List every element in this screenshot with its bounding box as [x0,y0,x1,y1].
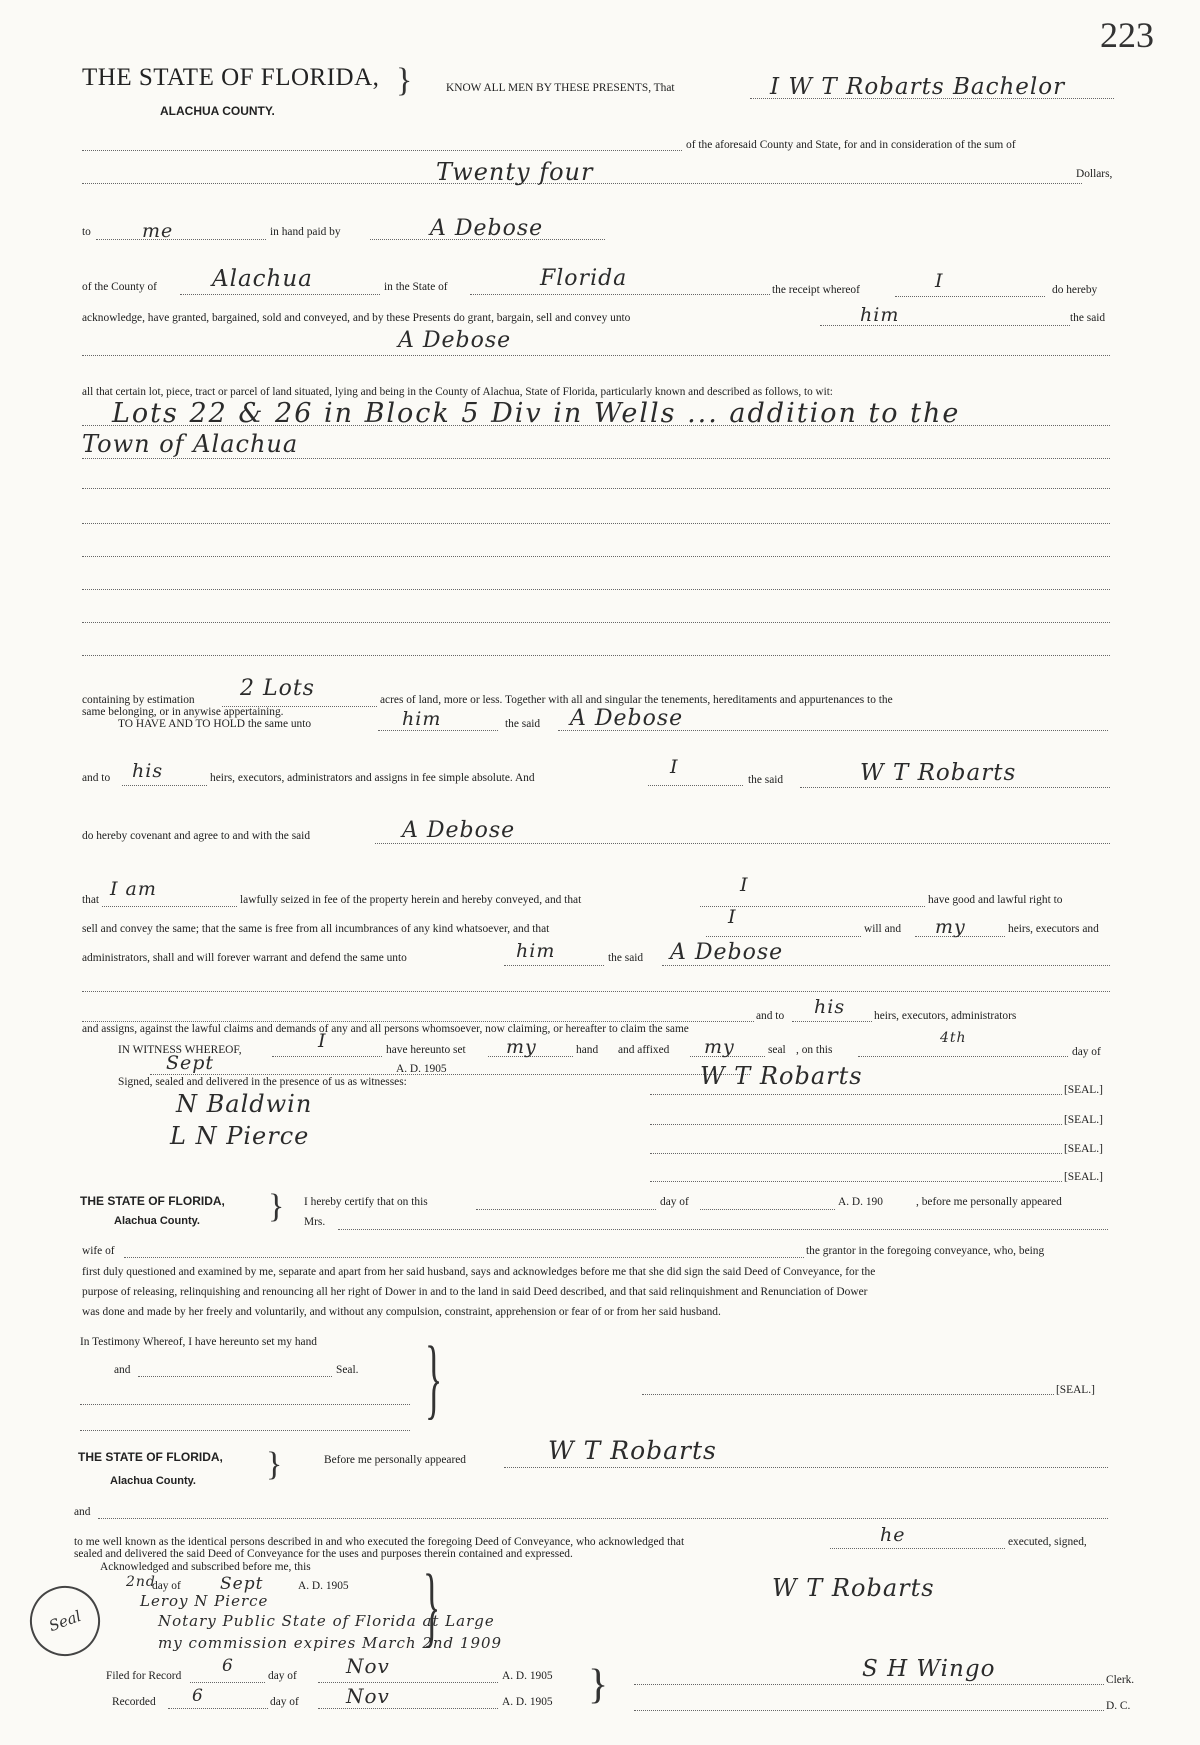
seal-tag-3: [SEAL.] [1064,1143,1103,1155]
grantor-handwritten: I W T Robarts Bachelor [770,74,1066,100]
rule [272,1056,382,1057]
ack-day-handwritten: 2nd [126,1574,156,1590]
recorded-day-of-label: day of [270,1696,299,1708]
assigns-text: and assigns, against the lawful claims and demands of any and all persons whomsoever, now claiming, or hereafter to claim the same [82,1023,689,1035]
rule [820,325,1070,326]
warrant-the-said-label: the said [608,952,644,964]
rule [792,1021,872,1022]
county-heading: ALACHUA COUNTY. [160,104,275,118]
grantor-signature: W T Robarts [700,1062,863,1090]
rule [504,1467,1108,1468]
rule [375,843,1110,844]
notary-commission-handwritten: my commission expires March 2nd 1909 [158,1634,503,1652]
testimony-seal-label: Seal. [336,1364,359,1376]
notary-name-handwritten: Leroy N Pierce [140,1592,269,1610]
rule [470,294,770,295]
rule [82,355,1110,356]
dower-paragraph-3: was done and made by her freely and voluntarily, and without any compulsion, constraint, apprehension or fear of or from her said husband. [82,1306,721,1318]
paid-by-label: in hand paid by [270,226,341,238]
rule [80,1404,410,1405]
dower-day-of-label: day of [660,1196,689,1208]
signed-sealed-text: Signed, sealed and delivered in the presence of us as witnesses: [118,1076,407,1088]
sell-text: sell and convey the same; that the same is free from all incumbrances of any kind whatsoever, and that [82,923,550,935]
will-and-label: will and [864,923,902,935]
state-heading: THE STATE OF FLORIDA, [82,64,380,91]
hereunto-set-label: have hereunto set [386,1044,466,1056]
witness-my2-handwritten: my [704,1036,735,1058]
dower-paragraph-2: purpose of releasing, relinquishing and renouncing all her right of Dower in and to the land in said Deed described, and that said relinquishment and Renunciation of Dower [82,1286,868,1298]
and-to-handwritten: his [132,760,164,782]
rule [706,936,861,937]
ack-month-handwritten: Sept [220,1574,264,1594]
brace: } [422,1557,441,1656]
rule [700,1209,835,1210]
dollars-label: Dollars, [1076,168,1113,180]
rule [138,1376,332,1377]
ack-appeared-handwritten: W T Robarts [548,1436,717,1465]
land-intro-text: all that certain lot, piece, tract or parcel of land situated, lying and being in the County of Alachua, State of Florida, particularly known and described as follows, to wit: [82,386,833,398]
seal-tag-4: [SEAL.] [1064,1171,1103,1183]
rule [318,1708,498,1709]
rule [82,991,1110,992]
brace: } [588,1662,609,1708]
rule [82,458,1110,459]
ack-state-heading: THE STATE OF FLORIDA, [78,1450,223,1464]
mrs-label: Mrs. [304,1216,326,1228]
witness2-handwritten: L N Pierce [170,1122,310,1150]
warrant-unto-handwritten: him [516,940,556,962]
rule [82,488,1110,489]
estimate-handwritten: 2 Lots [240,676,315,701]
witness-day-handwritten: 4th [940,1030,967,1046]
have-name-handwritten: A Debose [570,706,684,731]
sealed-text: sealed and delivered the said Deed of Conveyance for the uses and purposes therein contained and expressed. [74,1548,573,1560]
seal-tag-2: [SEAL.] [1064,1114,1103,1126]
rule [124,1257,804,1258]
warrant-name-handwritten: A Debose [670,940,784,965]
rule [650,1124,1062,1125]
and-to-label: and to [82,772,111,784]
land-description-line1: Lots 22 & 26 in Block 5 Div in Wells ... addition to the [112,398,961,429]
receipt-handwritten: I [935,270,944,292]
filed-day-handwritten: 6 [222,1656,234,1676]
that-handwritten: I am [110,878,157,900]
appeared-text: , before me personally appeared [916,1196,1062,1208]
rule [642,1394,1054,1395]
rule [895,296,1045,297]
ack-day-of-label: day of [152,1580,181,1592]
said-handwritten: W T Robarts [860,760,1017,786]
filed-label: Filed for Record [106,1670,182,1682]
do-hereby-label: do hereby [1052,284,1098,296]
witness-month-handwritten: Sept [166,1052,215,1074]
dower-county-heading: Alachua County. [114,1215,200,1227]
testimony-and-label: and [114,1364,131,1376]
on-this-label: , on this [796,1044,833,1056]
notary-seal-stamp: Seal [20,1576,110,1666]
brace: } [424,1329,443,1428]
right-text: have good and lawful right to [928,894,1063,906]
and-handwritten: I [670,756,679,778]
wife-of-label: wife of [82,1245,115,1257]
dower-seal-tag: [SEAL.] [1056,1384,1095,1396]
rule [190,1682,265,1683]
rule [648,785,743,786]
to-have-text: TO HAVE AND TO HOLD the same unto [118,718,312,730]
rule [96,239,266,240]
ack-county-heading: Alachua County. [110,1475,196,1487]
rule [82,523,1110,524]
rule [650,1181,1062,1182]
recorded-label: Recorded [112,1696,156,1708]
that2-handwritten: I [740,874,749,896]
rule [82,655,1110,656]
have-the-said-label: the said [505,718,541,730]
ack-known-handwritten: he [880,1524,906,1546]
ack-ad-label: A. D. 1905 [298,1580,349,1592]
recorded-day-handwritten: 6 [192,1686,204,1706]
rule [800,787,1110,788]
rule [830,1548,1005,1549]
recorded-ad-label: A. D. 1905 [502,1696,553,1708]
filed-ad-label: A. D. 1905 [502,1670,553,1682]
ack-signature: W T Robarts [772,1574,935,1602]
covenant-text: do hereby covenant and agree to and with the said [82,830,311,842]
executed-label: executed, signed, [1008,1536,1087,1548]
hand-label: hand [576,1044,599,1056]
known-text: to me well known as the identical persons described in and who executed the foregoing Deed of Conveyance, who acknowledged that [74,1536,685,1548]
rule [662,965,1110,966]
rule [82,1021,754,1022]
to-handwritten: me [142,220,174,242]
the-said-label: the said [1070,312,1106,324]
rule [150,1074,750,1075]
have-handwritten: him [402,708,442,730]
rule [102,906,237,907]
recorded-month-handwritten: Nov [346,1684,390,1708]
witness-ad-label: A. D. 1905 [396,1063,447,1075]
heirs-executors-label: heirs, executors and [1008,923,1099,935]
rule [82,622,1110,623]
filed-month-handwritten: Nov [346,1654,390,1678]
seized-text: lawfully seized in fee of the property herein and hereby conveyed, and that [240,894,582,906]
ack-and-label: and [74,1506,91,1518]
rule [338,1229,1108,1230]
in-witness-label: IN WITNESS WHEREOF, [118,1044,242,1056]
warrant-text: administrators, shall and will forever warrant and defend the same unto [82,952,407,964]
rule [318,1682,498,1683]
rule [82,150,682,151]
clerk-label: Clerk. [1106,1674,1135,1686]
dower-paragraph-1: first duly questioned and examined by me, separate and apart from her said husband, says and acknowledges before me that she did sign the said Deed of Conveyance, for the [82,1266,876,1278]
heirs-the-said-label: the said [748,774,784,786]
county-handwritten: Alachua [212,266,313,292]
brace: } [266,1446,283,1483]
notary-title-handwritten: Notary Public State of Florida at Large [158,1612,495,1630]
rule [98,1518,1108,1519]
dower-state-heading: THE STATE OF FLORIDA, [80,1194,225,1208]
rule [82,589,1110,590]
sell-handwritten-2: my [935,916,966,938]
rule [122,785,207,786]
brace: } [396,62,413,99]
rule [80,1430,410,1431]
witness-who-handwritten: I [318,1030,327,1052]
rule [378,730,498,731]
acres-text: acres of land, more or less. Together with all and singular the tenements, hereditaments and appurtenances to the [380,694,893,706]
consideration-text: of the aforesaid County and State, for and in consideration of the sum of [686,139,1016,151]
in-state-label: in the State of [384,281,448,293]
seal-label: seal [768,1044,786,1056]
assigns-heirs-label: heirs, executors, administrators [874,1010,1017,1022]
rule [504,965,604,966]
brace: } [268,1188,285,1225]
rule [650,1094,1062,1095]
rule [634,1710,1104,1711]
grantor-text: the grantor in the foregoing conveyance, who, being [806,1245,1045,1257]
assigns-handwritten: his [814,996,846,1018]
seal-tag-1: [SEAL.] [1064,1084,1103,1096]
rule [650,1153,1062,1154]
rule [858,1056,1068,1057]
dc-label: D. C. [1106,1700,1131,1712]
paid-by-handwritten: A Debose [430,216,544,241]
witness-my-handwritten: my [506,1036,537,1058]
certify-text: I hereby certify that on this [304,1196,428,1208]
grantee-name-handwritten: A Debose [398,328,512,353]
rule [634,1684,1104,1685]
covenant-name-handwritten: A Debose [402,818,516,843]
page-number: 223 [1100,15,1154,55]
receipt-label: the receipt whereof [772,284,860,296]
amount-handwritten: Twenty four [436,158,594,186]
witness1-handwritten: N Baldwin [176,1090,313,1118]
subscribed-text: Acknowledged and subscribed before me, this [100,1561,311,1573]
rule [168,1708,268,1709]
sell-handwritten-1: I [728,906,737,928]
that-label: that [82,894,100,906]
to-label: to [82,226,91,238]
testimony-text: In Testimony Whereof, I have hereunto set my hand [80,1336,317,1348]
assigns-and-to-label: and to [756,1010,785,1022]
day-of-label: day of [1072,1046,1101,1058]
acknowledge-text: acknowledge, have granted, bargained, sold and conveyed, and by these Presents do grant, bargain, sell and convey unto [82,312,631,324]
rule [476,1209,656,1210]
rule [82,556,1110,557]
filed-day-of-label: day of [268,1670,297,1682]
county-of-label: of the County of [82,281,157,293]
dower-ad-label: A. D. 190 [838,1196,883,1208]
unto-handwritten: him [860,304,900,326]
heirs-text: heirs, executors, administrators and assigns in fee simple absolute. And [210,772,535,784]
land-description-line2: Town of Alachua [82,430,299,458]
containing-label: containing by estimation [82,694,195,706]
before-me-text: Before me personally appeared [324,1454,466,1466]
clerk-signature: S H Wingo [862,1656,996,1682]
rule [180,294,380,295]
affixed-label: and affixed [618,1044,670,1056]
state-handwritten: Florida [540,266,628,291]
know-all-men-text: KNOW ALL MEN BY THESE PRESENTS, That [446,82,675,94]
belonging-text: same belonging, or in anywise appertaining. [82,706,284,718]
